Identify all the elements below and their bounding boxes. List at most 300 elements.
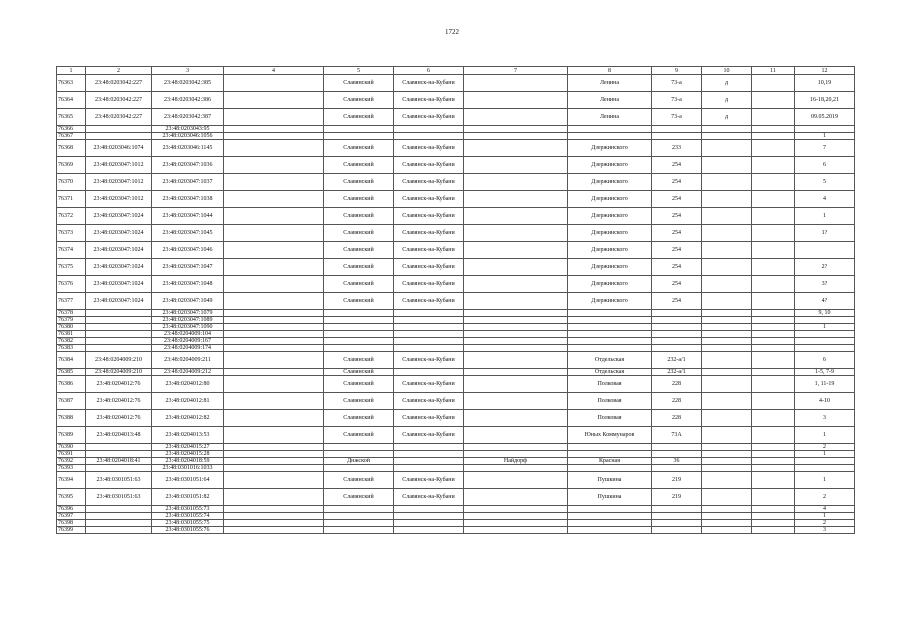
table-cell: 219 — [652, 472, 702, 489]
table-cell — [568, 465, 652, 472]
table-row — [57, 75, 855, 92]
table-cell: 76390 — [57, 444, 86, 451]
table-cell: 23:48:0204012:82 — [152, 410, 224, 427]
column-header: 1 — [57, 67, 86, 75]
table-cell: 10,19 — [795, 75, 855, 92]
table-cell — [568, 513, 652, 520]
table-cell: Славянск-на-Кубани — [394, 427, 464, 444]
table-row — [57, 472, 855, 489]
table-cell — [702, 458, 752, 465]
table-cell: 2 — [795, 520, 855, 527]
table-cell — [752, 520, 795, 527]
table-cell — [795, 458, 855, 465]
table-cell — [702, 352, 752, 369]
table-cell: Полковая — [568, 410, 652, 427]
table-cell: 23:48:0203047:1012 — [86, 157, 152, 174]
table-cell — [752, 324, 795, 331]
table-cell — [224, 427, 324, 444]
table-cell — [568, 444, 652, 451]
table-cell — [752, 451, 795, 458]
table-cell: 23:48:0204018:41 — [86, 458, 152, 465]
table-cell — [324, 444, 394, 451]
table-cell — [464, 489, 568, 506]
column-header: 8 — [568, 67, 652, 75]
table-cell — [324, 126, 394, 133]
table-cell: 76369 — [57, 157, 86, 174]
table-cell: Славянский — [324, 352, 394, 369]
table-cell — [324, 520, 394, 527]
table-cell: Славянск-на-Кубани — [394, 140, 464, 157]
table-cell — [224, 317, 324, 324]
table-cell: 23:48:0204009:104 — [152, 331, 224, 338]
table-cell: 23:48:0204009:211 — [152, 352, 224, 369]
table-cell: Ленина — [568, 92, 652, 109]
table-cell — [568, 451, 652, 458]
table-cell — [394, 317, 464, 324]
table-cell: 76381 — [57, 331, 86, 338]
table-cell: 23:48:0203046:1074 — [86, 140, 152, 157]
table-cell — [752, 369, 795, 376]
table-cell — [464, 369, 568, 376]
table-cell — [464, 310, 568, 317]
table-cell — [652, 133, 702, 140]
table-cell — [464, 208, 568, 225]
table-cell — [86, 527, 152, 534]
table-cell: Славянский — [324, 157, 394, 174]
table-cell: 76388 — [57, 410, 86, 427]
table-cell: Отдельская — [568, 352, 652, 369]
table-cell — [568, 338, 652, 345]
table-cell — [652, 126, 702, 133]
table-cell: Славянск-на-Кубани — [394, 352, 464, 369]
table-cell: Ленина — [568, 75, 652, 92]
table-cell — [224, 338, 324, 345]
table-cell — [464, 410, 568, 427]
table-cell: 76391 — [57, 451, 86, 458]
table-cell: 5 — [795, 174, 855, 191]
table-cell — [224, 451, 324, 458]
table-cell: 76385 — [57, 369, 86, 376]
table-cell — [224, 376, 324, 393]
table-cell — [86, 444, 152, 451]
table-cell — [752, 293, 795, 310]
table-row — [57, 331, 855, 338]
table-cell: 1, 11-19 — [795, 376, 855, 393]
table-cell: 9, 10 — [795, 310, 855, 317]
table-cell: 3? — [795, 276, 855, 293]
table-cell — [224, 489, 324, 506]
table-cell: 23:48:0203046:1145 — [152, 140, 224, 157]
table-cell — [224, 75, 324, 92]
table-cell: 23:48:0203047:1024 — [86, 293, 152, 310]
table-cell — [702, 369, 752, 376]
table-cell: 232-а/1 — [652, 369, 702, 376]
table-cell — [394, 513, 464, 520]
table-cell: Славянский — [324, 427, 394, 444]
table-cell — [464, 472, 568, 489]
table-cell: 254 — [652, 225, 702, 242]
table-cell: 1 — [795, 208, 855, 225]
table-cell — [224, 458, 324, 465]
table-cell: Славянский — [324, 293, 394, 310]
table-cell — [752, 276, 795, 293]
table-cell — [702, 225, 752, 242]
table-cell — [702, 126, 752, 133]
table-cell: 76364 — [57, 92, 86, 109]
table-cell: Славянский — [324, 75, 394, 92]
table-cell — [224, 513, 324, 520]
table-cell: Славянск-на-Кубани — [394, 276, 464, 293]
table-cell: 23:48:0203047:1012 — [86, 191, 152, 208]
table-cell: 76389 — [57, 427, 86, 444]
table-cell — [702, 157, 752, 174]
table-cell — [752, 310, 795, 317]
table-cell: 23:48:0203047:1089 — [152, 317, 224, 324]
table-cell — [224, 174, 324, 191]
table-cell — [568, 133, 652, 140]
table-cell — [224, 410, 324, 427]
table-cell — [324, 133, 394, 140]
table-row — [57, 338, 855, 345]
table-cell: Юных Коммунаров — [568, 427, 652, 444]
table-cell: 23:48:0203042:227 — [86, 109, 152, 126]
table-cell — [752, 109, 795, 126]
table-cell: Славянский — [324, 369, 394, 376]
table-cell: 09.05.2019 — [795, 109, 855, 126]
table-row — [57, 133, 855, 140]
table-cell — [652, 520, 702, 527]
table-cell — [752, 242, 795, 259]
table-cell — [464, 352, 568, 369]
table-cell — [224, 242, 324, 259]
table-cell — [702, 527, 752, 534]
table-cell — [394, 126, 464, 133]
table-cell — [752, 427, 795, 444]
table-cell: 73-а — [652, 92, 702, 109]
table-cell: Славянск-на-Кубани — [394, 293, 464, 310]
table-cell: Славянск-на-Кубани — [394, 393, 464, 410]
table-cell — [702, 376, 752, 393]
table-cell: 23:48:0203047:1024 — [86, 242, 152, 259]
table-cell: 76386 — [57, 376, 86, 393]
table-cell — [795, 242, 855, 259]
table-row — [57, 458, 855, 465]
table-cell: 76394 — [57, 472, 86, 489]
table-cell: 254 — [652, 276, 702, 293]
table-row — [57, 345, 855, 352]
table-cell — [568, 345, 652, 352]
table-cell: 23:48:0203047:1045 — [152, 225, 224, 242]
table-cell: 23:48:0203042:227 — [86, 92, 152, 109]
table-cell: 73-а — [652, 109, 702, 126]
table-cell — [394, 458, 464, 465]
table-cell — [652, 465, 702, 472]
table-row — [57, 410, 855, 427]
table-cell: 254 — [652, 191, 702, 208]
table-cell — [702, 293, 752, 310]
table-cell: Дзержинского — [568, 174, 652, 191]
table-cell — [224, 393, 324, 410]
table-cell: Найдорф — [464, 458, 568, 465]
table-cell — [752, 133, 795, 140]
table-cell — [86, 345, 152, 352]
table-cell — [224, 191, 324, 208]
table-cell: Славянский — [324, 109, 394, 126]
table-cell: 76397 — [57, 513, 86, 520]
table-cell: Дзержинского — [568, 276, 652, 293]
table-cell: 23:48:0204012:76 — [86, 410, 152, 427]
table-cell: Славянск-на-Кубани — [394, 157, 464, 174]
table-cell — [224, 157, 324, 174]
table-cell — [652, 513, 702, 520]
table-cell: 23:48:0203047:1024 — [86, 225, 152, 242]
table-cell: 23:48:0203047:1079 — [152, 310, 224, 317]
table-cell — [224, 225, 324, 242]
table-cell — [464, 324, 568, 331]
table-cell — [394, 338, 464, 345]
table-cell — [702, 489, 752, 506]
table-cell — [568, 126, 652, 133]
table-cell: 23:48:0203047:1024 — [86, 208, 152, 225]
table-cell — [752, 527, 795, 534]
table-cell: 76379 — [57, 317, 86, 324]
table-row — [57, 259, 855, 276]
table-row — [57, 140, 855, 157]
table-cell — [394, 465, 464, 472]
table-row — [57, 208, 855, 225]
column-header: 2 — [86, 67, 152, 75]
table-cell: 23:48:0204012:76 — [86, 393, 152, 410]
table-cell: Славянск-на-Кубани — [394, 174, 464, 191]
table-cell — [224, 345, 324, 352]
table-cell — [224, 276, 324, 293]
table-cell: 23:48:0203042:385 — [152, 75, 224, 92]
table-cell: 23:48:0203047:1012 — [86, 174, 152, 191]
table-cell: 232-а/1 — [652, 352, 702, 369]
table-cell — [702, 259, 752, 276]
table-cell: 23:48:0203047:1037 — [152, 174, 224, 191]
table-cell: Пушкина — [568, 489, 652, 506]
table-cell — [702, 451, 752, 458]
table-cell: Славянский — [324, 376, 394, 393]
table-cell — [702, 520, 752, 527]
table-cell: Дзержинского — [568, 157, 652, 174]
table-cell: Красная — [568, 458, 652, 465]
table-cell: Пушкина — [568, 472, 652, 489]
table-cell: 23:48:0204013:53 — [152, 427, 224, 444]
table-cell: 228 — [652, 376, 702, 393]
table-cell — [752, 393, 795, 410]
table-row — [57, 506, 855, 513]
column-header: 5 — [324, 67, 394, 75]
table-cell — [702, 472, 752, 489]
table-cell: Славянск-на-Кубани — [394, 489, 464, 506]
table-cell — [702, 133, 752, 140]
table-cell: Славянский — [324, 259, 394, 276]
table-cell — [652, 317, 702, 324]
table-cell: 219 — [652, 489, 702, 506]
column-header: 7 — [464, 67, 568, 75]
table-cell: 4-10 — [795, 393, 855, 410]
table-cell: 23:48:0203047:1090 — [152, 324, 224, 331]
table-cell: 6 — [795, 352, 855, 369]
table-cell: 2 — [795, 444, 855, 451]
table-cell — [224, 126, 324, 133]
table-cell: 76367 — [57, 133, 86, 140]
table-cell: д — [702, 92, 752, 109]
table-row — [57, 451, 855, 458]
table-cell: Славянский — [324, 393, 394, 410]
table-cell — [702, 191, 752, 208]
table-cell: 228 — [652, 393, 702, 410]
table-cell: 23:48:0203047:1036 — [152, 157, 224, 174]
table-cell: Славянский — [324, 276, 394, 293]
page-number: 1722 — [445, 28, 459, 36]
table-cell: 76377 — [57, 293, 86, 310]
table-row — [57, 174, 855, 191]
table-cell — [464, 191, 568, 208]
table-row — [57, 225, 855, 242]
table-cell — [568, 317, 652, 324]
table-cell — [464, 427, 568, 444]
table-cell — [224, 259, 324, 276]
table-cell: Славянск-на-Кубани — [394, 242, 464, 259]
table-cell — [752, 259, 795, 276]
table-cell: 23:48:0203047:1044 — [152, 208, 224, 225]
table-cell: 76393 — [57, 465, 86, 472]
table-row — [57, 276, 855, 293]
table-cell — [752, 410, 795, 427]
table-cell — [224, 324, 324, 331]
table-cell: 76399 — [57, 527, 86, 534]
table-cell: 23:48:0301051:64 — [152, 472, 224, 489]
column-header: 3 — [152, 67, 224, 75]
table-cell — [464, 75, 568, 92]
table-cell — [394, 345, 464, 352]
table-cell — [394, 310, 464, 317]
table-cell: 76370 — [57, 174, 86, 191]
table-cell: 76373 — [57, 225, 86, 242]
table-cell — [86, 451, 152, 458]
table-cell — [568, 520, 652, 527]
table-cell: 4? — [795, 293, 855, 310]
table-row — [57, 92, 855, 109]
table-cell — [795, 465, 855, 472]
table-cell — [702, 174, 752, 191]
table-cell: Славянский — [324, 140, 394, 157]
table-cell — [224, 352, 324, 369]
table-cell: 23:48:0301016:1033 — [152, 465, 224, 472]
table-cell — [702, 276, 752, 293]
table-cell — [752, 75, 795, 92]
table-cell: 6 — [795, 157, 855, 174]
table-cell — [394, 520, 464, 527]
table-cell — [652, 444, 702, 451]
table-cell — [795, 126, 855, 133]
table-cell — [86, 310, 152, 317]
table-row — [57, 376, 855, 393]
table-cell: 1 — [795, 472, 855, 489]
table-cell: 4 — [795, 506, 855, 513]
table-cell — [86, 133, 152, 140]
table-cell: 23:48:0301051:63 — [86, 472, 152, 489]
table-cell: 23:48:0301051:82 — [152, 489, 224, 506]
table-cell: Славянск-на-Кубани — [394, 75, 464, 92]
table-cell — [224, 310, 324, 317]
table-cell — [752, 92, 795, 109]
table-cell: 76387 — [57, 393, 86, 410]
table-cell: 23:48:0204009:210 — [86, 369, 152, 376]
table-cell: 3 — [795, 410, 855, 427]
table-cell: 76395 — [57, 489, 86, 506]
table-cell — [652, 451, 702, 458]
table-cell: 254 — [652, 157, 702, 174]
table-cell — [702, 345, 752, 352]
table-cell: 73А — [652, 427, 702, 444]
table-cell — [224, 465, 324, 472]
table-cell — [752, 513, 795, 520]
table-cell: Славянск-на-Кубани — [394, 109, 464, 126]
table-cell — [86, 126, 152, 133]
table-cell — [224, 472, 324, 489]
table-cell: 2 — [795, 489, 855, 506]
table-cell: Славянский — [324, 410, 394, 427]
table-cell: Славянский — [324, 92, 394, 109]
table-cell: 1 — [795, 427, 855, 444]
table-cell: Славянский — [324, 174, 394, 191]
column-header: 11 — [752, 67, 795, 75]
table-cell — [324, 310, 394, 317]
table-cell: Дзержинского — [568, 140, 652, 157]
table-cell: 73-а — [652, 75, 702, 92]
table-row — [57, 369, 855, 376]
table-cell: 23:48:0203047:1049 — [152, 293, 224, 310]
table-cell: 1 — [795, 324, 855, 331]
table-cell — [224, 520, 324, 527]
table-cell: 23:48:0203047:1047 — [152, 259, 224, 276]
table-cell — [795, 317, 855, 324]
table-cell — [702, 140, 752, 157]
table-cell — [464, 338, 568, 345]
table-cell: 16-18,20,21 — [795, 92, 855, 109]
table-cell — [464, 140, 568, 157]
table-cell: 76374 — [57, 242, 86, 259]
table-cell: Славянск-на-Кубани — [394, 225, 464, 242]
table-header-row — [57, 67, 855, 75]
table-cell: 254 — [652, 208, 702, 225]
table-cell: 23:48:0203042:387 — [152, 109, 224, 126]
table-cell — [752, 338, 795, 345]
table-cell — [464, 393, 568, 410]
table-cell — [464, 376, 568, 393]
table-cell: 3 — [795, 527, 855, 534]
table-cell: Дзержинского — [568, 293, 652, 310]
table-cell: 254 — [652, 259, 702, 276]
table-cell — [752, 345, 795, 352]
table-cell: 23:48:0204009:174 — [152, 345, 224, 352]
table-cell — [568, 527, 652, 534]
table-row — [57, 126, 855, 133]
table-cell — [464, 520, 568, 527]
table-cell: 23:48:0203042:227 — [86, 75, 152, 92]
table-cell — [394, 133, 464, 140]
table-cell — [795, 338, 855, 345]
column-header: 10 — [702, 67, 752, 75]
table-cell — [224, 140, 324, 157]
table-cell — [652, 506, 702, 513]
table-cell — [86, 338, 152, 345]
table-cell: Славянск-на-Кубани — [394, 472, 464, 489]
